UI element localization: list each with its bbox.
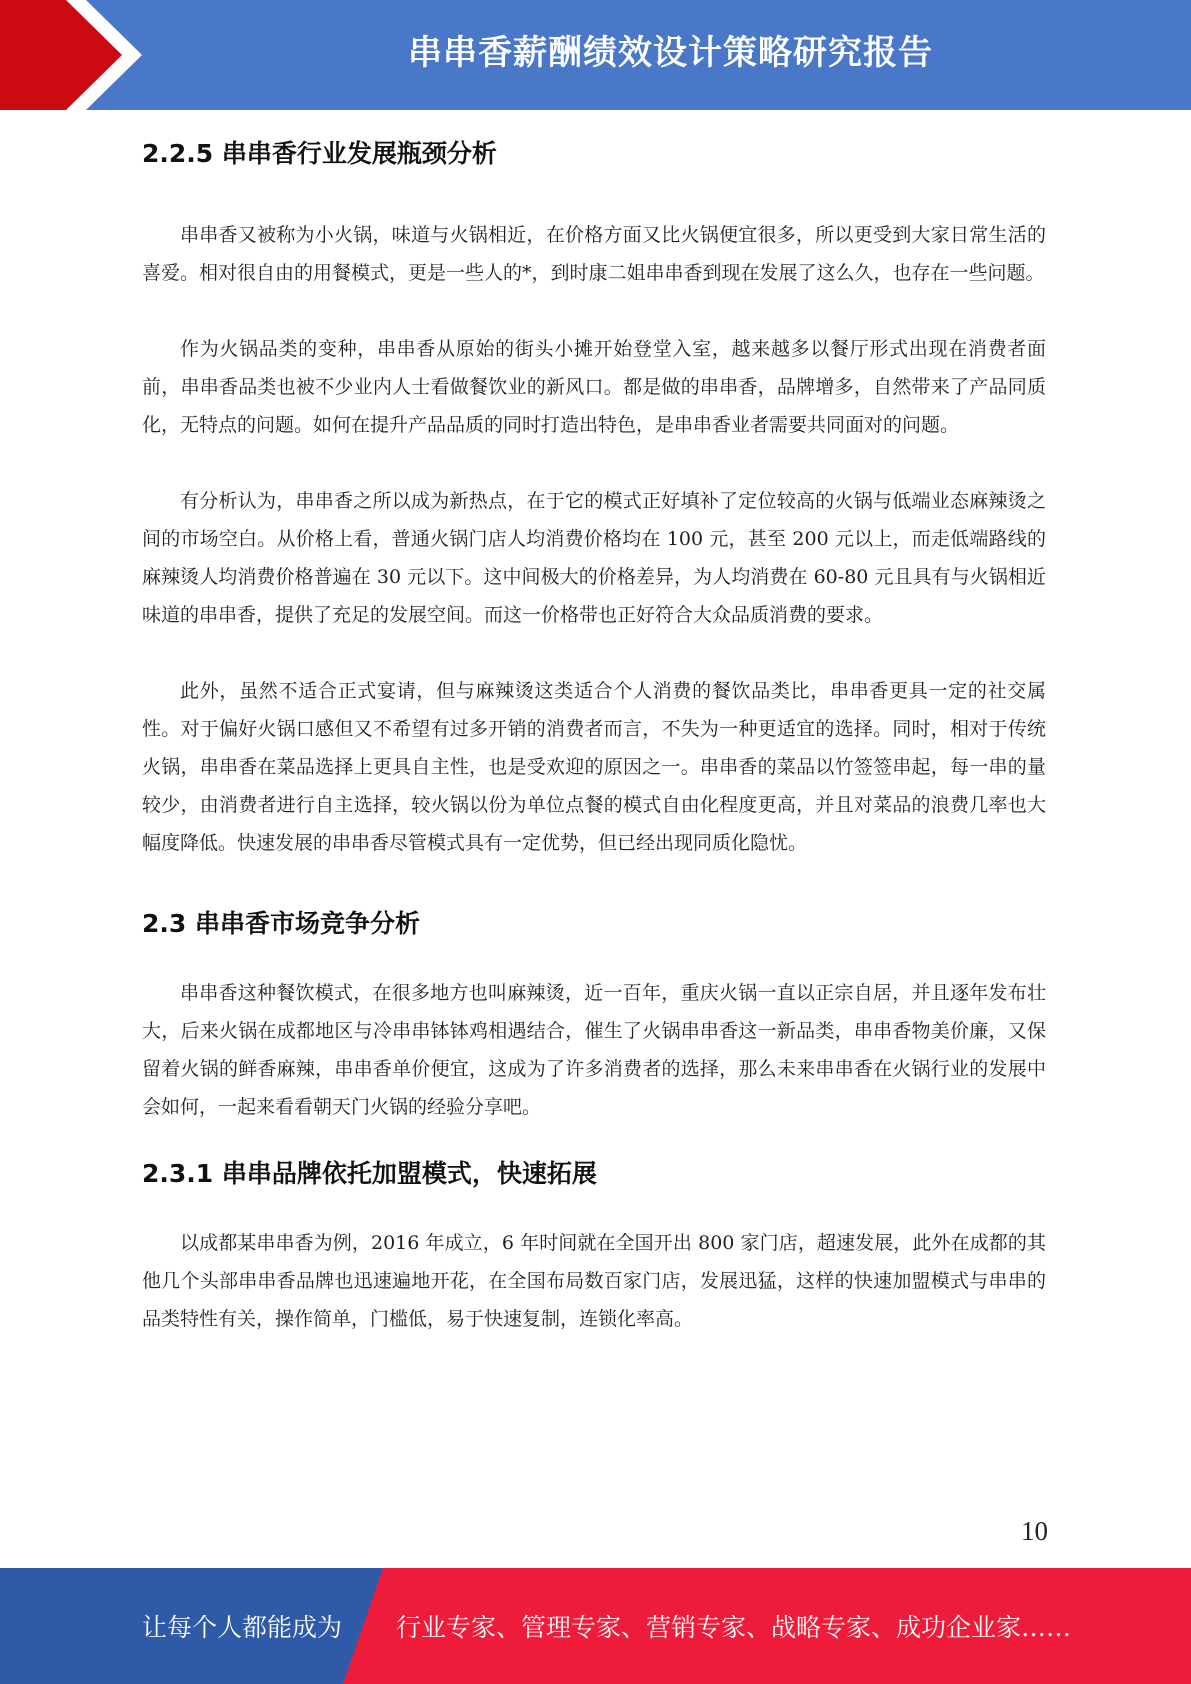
- header-arrow-decoration: [0, 0, 160, 110]
- header-banner: [0, 0, 1191, 110]
- section-heading: 2.3.1 串串品牌依托加盟模式，快速拓展: [142, 1159, 597, 1188]
- paragraph: 有分析认为，串串香之所以成为新热点，在于它的模式正好填补了定位较高的火锅与低端业态麻辣烫之间的市场空白。从价格上看，普通火锅门店人均消费价格均在 100 元，甚至 200 元以上，而走低端路线的麻辣烫人均消费价格普遍在 30 元以下。这中间极大的价格差异，为人均消费在 60-80 元且具有与火锅相近味道的串串香，提供了充足的发展空间。而这一价格带也正好符合大众品质消费的要求。: [142, 490, 1046, 626]
- footer-slogan-left: 让每个人都能成为: [142, 1613, 343, 1642]
- paragraph: 此外，虽然不适合正式宴请，但与麻辣烫这类适合个人消费的餐饮品类比，串串香更具一定的社交属性。对于偏好火锅口感但又不希望有过多开销的消费者而言，不失为一种更适宜的选择。同时，相对于传统火锅，串串香在菜品选择上更具自主性，也是受欢迎的原因之一。串串香的菜品以竹签签串起，每一串的量较少，由消费者进行自主选择，较火锅以份为单位点餐的模式自由化程度更高，并且对菜品的浪费几率也大幅度降低。快速发展的串串香尽管模式具有一定优势，但已经出现同质化隐忧。: [142, 680, 1046, 854]
- footer-banner: [0, 1568, 1191, 1684]
- section-heading: 2.2.5 串串香行业发展瓶颈分析: [142, 139, 497, 168]
- section-2-3-1: [142, 1154, 1046, 1338]
- paragraph: 串串香这种餐饮模式，在很多地方也叫麻辣烫，近一百年，重庆火锅一直以正宗自居，并且逐年发布壮大，后来火锅在成都地区与冷串串钵钵鸡相遇结合，催生了火锅串串香这一新品类，串串香物美价廉，又保留着火锅的鲜香麻辣，串串香单价便宜，这成为了许多消费者的选择，那么未来串串香在火锅行业的发展中会如何，一起来看看朝天门火锅的经验分享吧。: [142, 982, 1046, 1118]
- paragraph: 串串香又被称为小火锅，味道与火锅相近，在价格方面又比火锅便宜很多，所以更受到大家日常生活的喜爱。相对很自由的用餐模式，更是一些人的*，到时康二姐串串香到现在发展了这么久，也存在一些问题。: [142, 224, 1046, 284]
- footer-slogan-right: 行业专家、管理专家、营销专家、战略专家、成功企业家……: [396, 1613, 1072, 1642]
- section-heading: 2.3 串串香市场竞争分析: [142, 909, 420, 938]
- section-2-3: [142, 904, 1046, 1126]
- document-body: [142, 110, 1046, 1338]
- paragraph: 以成都某串串香为例，2016 年成立，6 年时间就在全国开出 800 家门店，超速发展，此外在成都的其他几个头部串串香品牌也迅速遍地开花，在全国布局数百家门店，发展迅猛，这样的快速加盟模式与串串的品类特性有关，操作简单，门槛低，易于快速复制，连锁化率高。: [142, 1232, 1046, 1330]
- paragraph: 作为火锅品类的变种，串串香从原始的街头小摊开始登堂入室，越来越多以餐厅形式出现在消费者面前，串串香品类也被不少业内人士看做餐饮业的新风口。都是做的串串香，品牌增多，自然带来了产品同质化，无特点的问题。如何在提升产品品质的同时打造出特色，是串串香业者需要共同面对的问题。: [142, 338, 1046, 436]
- header-title: 串串香薪酬绩效设计策略研究报告: [408, 33, 933, 73]
- section-2-2-5: [142, 134, 1046, 862]
- page-number: 10: [1021, 1516, 1048, 1546]
